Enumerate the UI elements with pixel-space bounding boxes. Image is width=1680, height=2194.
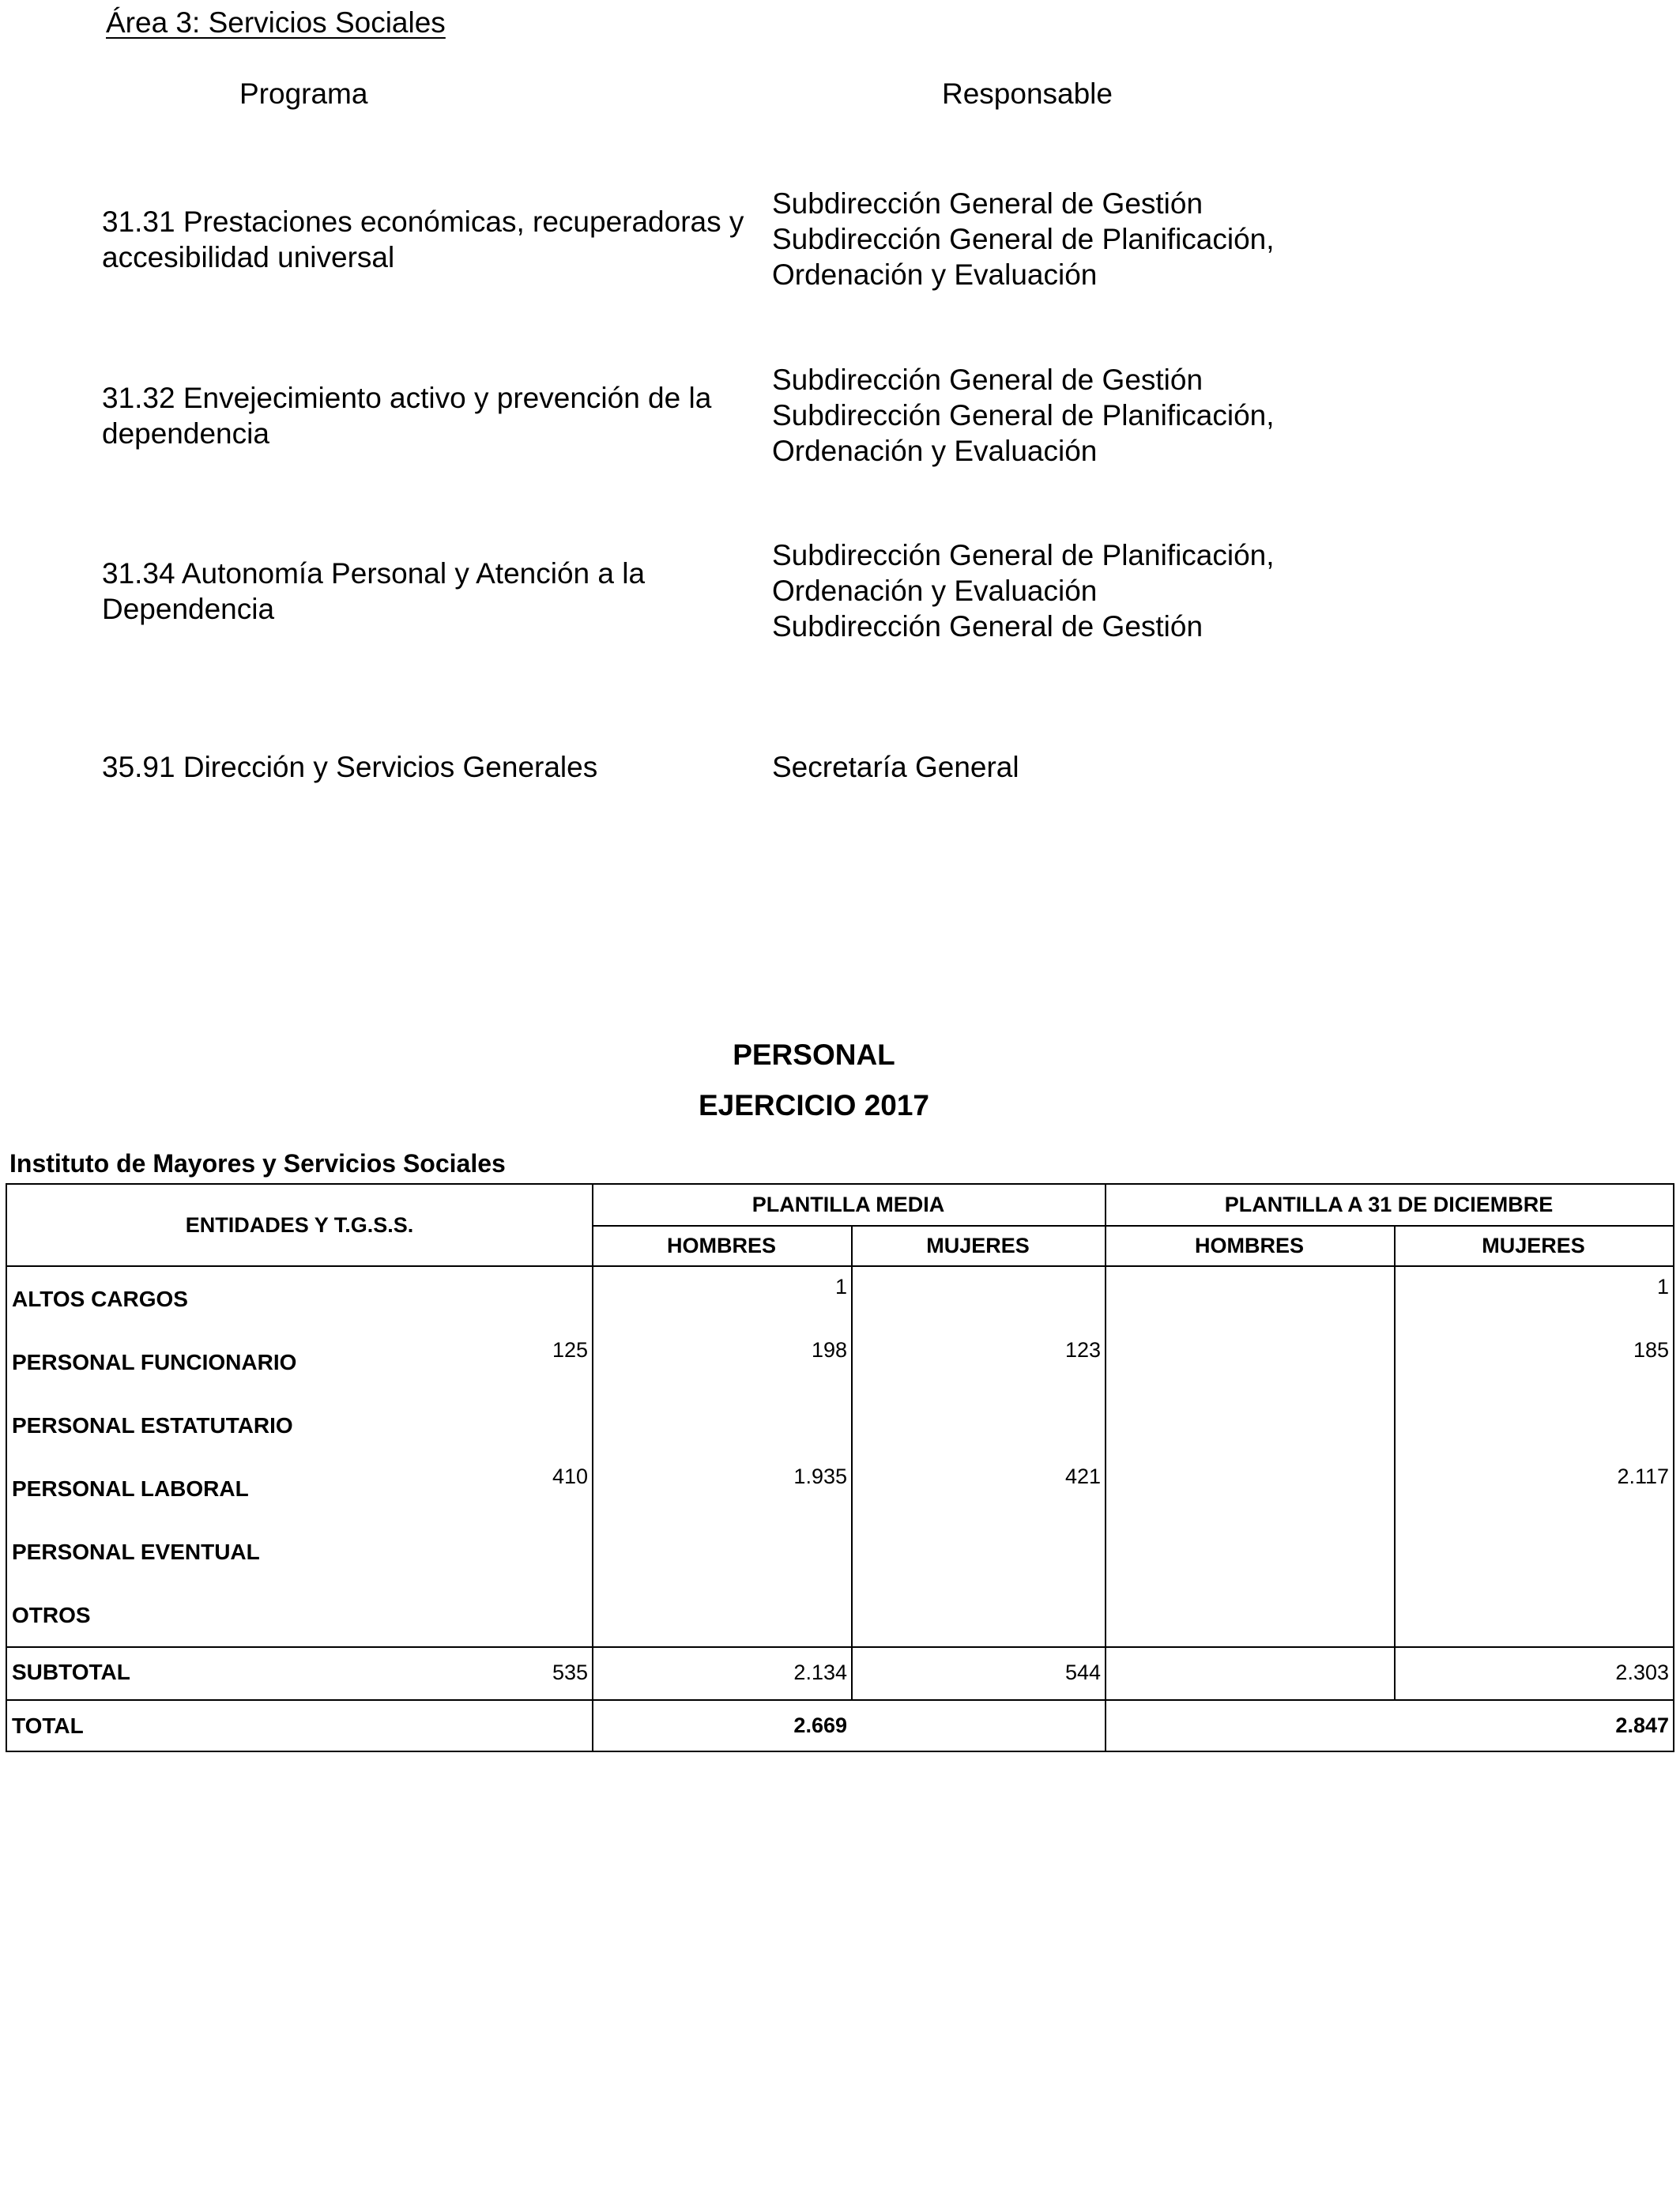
group-header-plantilla-media: PLANTILLA MEDIA — [751, 1193, 945, 1216]
table-rule — [592, 1225, 1674, 1227]
total-cell: 2.847 — [1615, 1713, 1669, 1737]
responsable-line: Ordenación y Evaluación — [772, 258, 1098, 291]
value-cell: 1 — [1656, 1275, 1669, 1299]
table-rule — [7, 1646, 1673, 1648]
row-label-total: TOTAL — [12, 1713, 84, 1738]
responsable-line: Secretaría General — [772, 751, 1019, 783]
entities-header: ENTIDADES Y T.G.S.S. — [185, 1213, 414, 1237]
program-responsables — [772, 537, 1641, 644]
row-label-personal-laboral: PERSONAL LABORAL — [12, 1476, 249, 1501]
program-name: 31.34 Autonomía Personal y Atención a la Dependencia — [102, 557, 646, 625]
area-title: Área 3: Servicios Sociales — [106, 6, 446, 39]
program-name: 31.31 Prestaciones económicas, recuperadoras y accesibilidad universal — [102, 205, 744, 273]
value-cell: 185 — [1633, 1338, 1669, 1362]
value-cell: 410 — [552, 1465, 588, 1488]
group-header-plantilla-diciembre: PLANTILLA A 31 DE DICIEMBRE — [1224, 1193, 1554, 1216]
value-cell: 1 — [834, 1275, 847, 1299]
subtotal-cell: 2.134 — [793, 1661, 847, 1684]
subtotal-cell: 2.303 — [1615, 1661, 1669, 1684]
personal-title: PERSONAL — [733, 1039, 895, 1071]
responsable-line: Subdirección General de Planificación, — [772, 539, 1275, 571]
sub-header-hombres: HOMBRES — [666, 1234, 776, 1257]
table-rule — [1105, 1185, 1106, 1751]
value-cell: 123 — [1064, 1338, 1101, 1362]
program-name: 35.91 Dirección y Servicios Generales — [102, 751, 598, 783]
value-cell: 198 — [811, 1338, 847, 1362]
table-rule — [7, 1265, 1673, 1267]
responsable-line: Subdirección General de Gestión — [772, 187, 1203, 220]
row-label-personal-estatutario: PERSONAL ESTATUTARIO — [12, 1413, 293, 1438]
program-responsables — [772, 749, 1641, 785]
responsable-column-header: Responsable — [942, 77, 1113, 110]
value-cell: 421 — [1064, 1465, 1101, 1488]
subtotal-cell: 544 — [1064, 1661, 1101, 1684]
responsable-line: Subdirección General de Gestión — [772, 364, 1203, 396]
value-cell: 1.935 — [793, 1465, 847, 1488]
institute-name: Instituto de Mayores y Servicios Sociales — [9, 1149, 506, 1178]
table-rule — [592, 1185, 593, 1751]
responsable-line: Subdirección General de Planificación, — [772, 223, 1275, 255]
programa-column-header: Programa — [239, 77, 368, 110]
responsable-line: Subdirección General de Gestión — [772, 610, 1203, 643]
program-responsables — [772, 362, 1641, 469]
row-label-otros: OTROS — [12, 1603, 91, 1627]
row-label-personal-funcionario: PERSONAL FUNCIONARIO — [12, 1350, 297, 1374]
value-cell: 2.117 — [1617, 1465, 1669, 1488]
personal-table — [6, 1183, 1674, 1752]
value-cell: 125 — [552, 1338, 588, 1362]
table-rule — [851, 1225, 853, 1699]
program-name: 31.32 Envejecimiento activo y prevención de la dependencia — [102, 382, 712, 450]
row-label-personal-eventual: PERSONAL EVENTUAL — [12, 1540, 260, 1564]
sub-header-mujeres: MUJERES — [926, 1234, 1030, 1257]
program-responsables — [772, 186, 1641, 292]
subtotal-cell: 535 — [552, 1661, 588, 1684]
responsable-line: Subdirección General de Planificación, — [772, 399, 1275, 432]
row-label-altos-cargos: ALTOS CARGOS — [12, 1287, 188, 1311]
table-rule — [7, 1699, 1673, 1701]
sub-header-mujeres: MUJERES — [1482, 1234, 1585, 1257]
row-label-subtotal: SUBTOTAL — [12, 1660, 130, 1684]
total-cell: 2.669 — [793, 1713, 847, 1737]
personal-subtitle: EJERCICIO 2017 — [698, 1089, 930, 1122]
responsable-line: Ordenación y Evaluación — [772, 435, 1098, 467]
responsable-line: Ordenación y Evaluación — [772, 575, 1098, 607]
table-rule — [1394, 1225, 1396, 1699]
sub-header-hombres: HOMBRES — [1194, 1234, 1304, 1257]
